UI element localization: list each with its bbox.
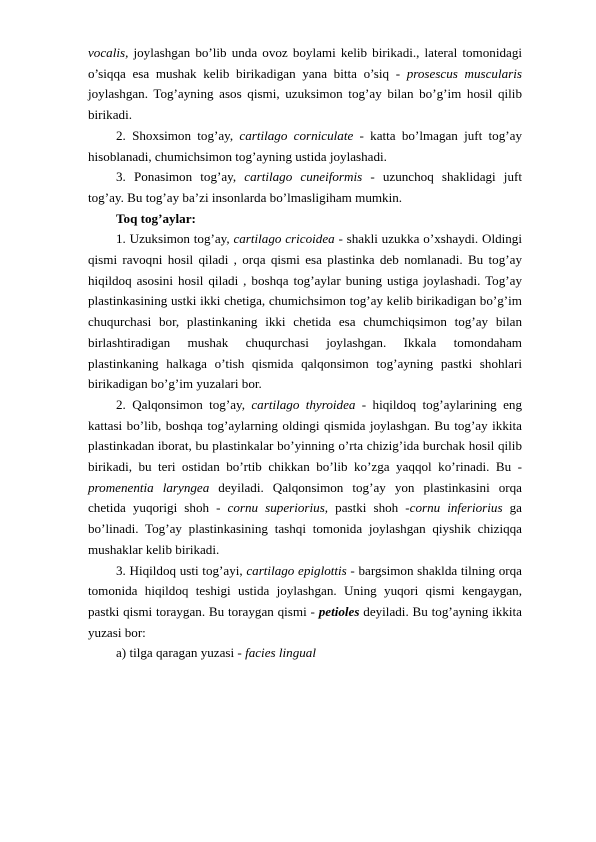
text-run: joylashgan bo’lib unda ovoz boylami kelib birikadi., lateral tomonidagi o’siqqa esa mushak kelib birikadigan yana bitta o’siq - <box>88 45 522 81</box>
text-run: - bargsimon shaklda tilning orqa tomonida hiqildoq teshigi ustida joylashgan. Uning yuqori qismi kengaygan, pastki qismi toraygan. Bu toraygan qismi - <box>88 562 522 619</box>
emphasized-term: cartilago cuneiformis <box>244 169 363 185</box>
text-run: - hiqildoq tog’aylarining eng kattasi bo’lib, boshqa tog’aylarning oldingi qismida joylashgan. Bu tog’ay ikkita plastinkadan iborat, bu plastinkalar bo’yinning o’rta chizig’ida burchak hosil qilib birikadi, bu teri ostidan bo’rtib chikkan bo’lib ko’zga yaqqol ko’rinadi. Bu - <box>88 396 522 475</box>
emphasized-term: vocalis, <box>88 45 129 60</box>
emphasized-term: Toq tog’aylar: <box>116 210 196 226</box>
text-run: ga bo’linadi. Tog’ay plastinkasining tashqi tomonida joylashgan qiyshik chiziqqa mushaklar kelib birikadi. <box>88 500 522 557</box>
body-paragraph <box>88 126 522 167</box>
text-run: 3. Ponasimon tog’ay, <box>116 169 245 185</box>
body-paragraph <box>88 229 522 395</box>
text-run: - uzunchoq shaklidagi juft tog’ay. Bu tog’ay ba’zi insonlarda bo’lmasligiham mumkin. <box>88 169 522 205</box>
emphasized-term: cartilago epiglottis <box>246 562 347 578</box>
emphasized-term: cartilago corniculate <box>239 127 354 143</box>
text-run: joylashgan. Tog’ayning asos qismi, uzuksimon tog’ay bilan bo’g’im hosil qilib birikadi. <box>88 86 522 123</box>
text-run: 3. Hiqildoq usti tog’ayi, <box>116 562 247 578</box>
body-paragraph <box>88 643 522 664</box>
emphasized-term: cornu inferiorius <box>409 500 503 516</box>
emphasized-term: petioles <box>318 603 360 619</box>
section-heading <box>88 209 522 230</box>
text-run: a) tilga qaragan yuzasi - <box>116 645 246 661</box>
text-run: - katta bo’lmagan juft tog’ay hisoblanadi, chumichsimon tog’ayning ustida joylashadi. <box>88 127 522 164</box>
text-run: pastki shoh - <box>328 500 410 516</box>
text-run: 2. Qalqonsimon tog’ay, <box>116 396 252 412</box>
emphasized-term: prosescus muscularis <box>406 65 522 81</box>
body-paragraph <box>88 167 522 208</box>
text-run: 2. Shoxsimon tog’ay, <box>116 127 240 143</box>
body-paragraph <box>88 395 522 561</box>
emphasized-term: cartilago thyroidea <box>251 396 356 412</box>
text-run: deyiladi. Qalqonsimon tog’ay yon plastinkasini orqa chetida yuqorigi shoh - <box>88 479 522 516</box>
emphasized-term: cornu superiorius, <box>227 500 329 516</box>
body-paragraph <box>88 561 522 644</box>
emphasized-term: promenentia laryngea <box>88 479 210 495</box>
text-run: 1. Uzuksimon tog’ay, <box>116 231 234 247</box>
text-run: - shakli uzukka o’xshaydi. Oldingi qismi ravoqni hosil qiladi , orqa qismi esa plastinka deb nomlanadi. Bu tog’ay hiqildoq asosini hosil qiladi , boshqa tog’aylar buning ustiga joylashadi. Tog’ay plastinkasining ustki ikki chetiga, chumichsimon tog’ay kelib birikadigan bo’g’im chuqurchasi bor, plastinkaning ikki chetida esa chumchiqsimon tog’ay bilan birlashtiradigan mushak chuqurchasi joylashgan. Ikkala tomondaham plastinkaning halkaga o’tish qismida qalqonsimon tog’ayning pastki shohlari birikadigan bo’g’im yuzalari bor. <box>88 231 522 392</box>
emphasized-term: cartilago cricoidea <box>233 231 335 247</box>
emphasized-term: facies lingual <box>245 645 316 661</box>
document-page <box>88 43 522 664</box>
text-run: deyiladi. Bu tog’ayning ikkita yuzasi bor: <box>88 603 522 640</box>
body-paragraph <box>88 43 522 126</box>
